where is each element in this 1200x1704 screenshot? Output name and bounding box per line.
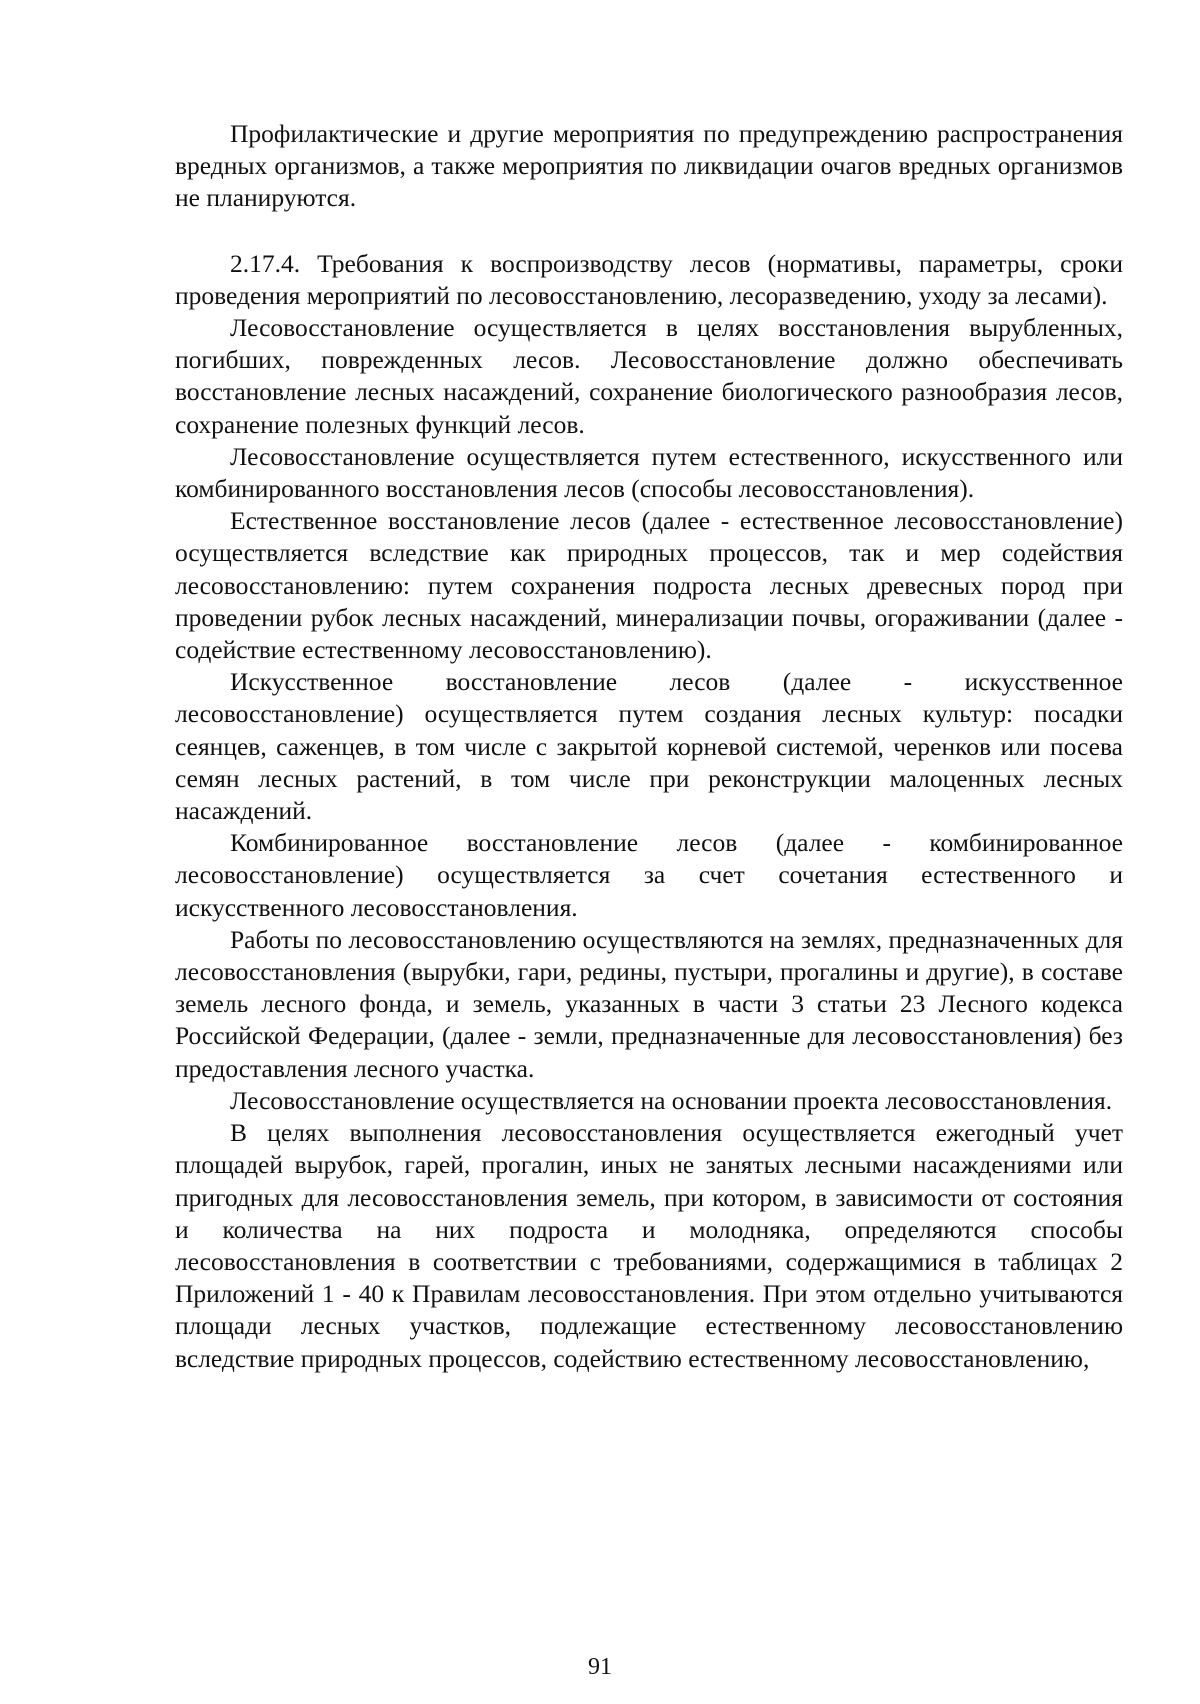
page-number: 91 [588,1654,612,1680]
paragraph-annual-accounting: В целях выполнения лесовосстановления осуществляется ежегодный учет площадей вырубок, гарей, прогалин, иных не занятых лесными насаждениями или пригодных для лесовосстановления земель, при котором, в зависимости от состояния и количества на них подроста и молодняка, определяются способы лесовосстановления в соответствии с требованиями, содержащимися в таблицах 2 Приложений 1 - 40 к Правилам лесовосстановления. При этом отдельно учитываются площади лесных участков, подлежащие естественному лесовосстановлению вследствие природных процессов, содействию естественному лесовосстановлению, [175,1118,1123,1373]
paragraph-reforestation-project: Лесовосстановление осуществляется на основании проекта лесовосстановления. [230,1085,1113,1115]
paragraph-pest-control: Профилактические и другие мероприятия по предупреждению распространения вредных организмов, а также мероприятия по ликвидации очагов вредных организмов не планируются. [175,119,1123,213]
document-body [175,118,1123,1375]
paragraph-artificial-reforestation: Искусственное восстановление лесов (далее - искусственное лесовосстановление) осуществляется путем создания лесных культур: посадки сеянцев, саженцев, в том числе с закрытой корневой системой, черенков или посева семян лесных растений, в том числе при реконструкции малоценных лесных насаждений. [175,667,1123,826]
paragraph-reforestation-purpose: Лесовосстановление осуществляется в целях восстановления вырубленных, погибших, поврежденных лесов. Лесовосстановление должно обеспечивать восстановление лесных насаждений, сохранение биологического разнообразия лесов, сохранение полезных функций лесов. [175,313,1123,439]
paragraph-natural-reforestation: Естественное восстановление лесов (далее - естественное лесовосстановление) осуществляется вследствие как природных процессов, так и мер содействия лесовосстановлению: путем сохранения подроста лесных древесных пород при проведении рубок лесных насаждений, минерализации почвы, огораживании (далее - содействие естественному лесовосстановлению). [175,506,1123,665]
paragraph-combined-reforestation: Комбинированное восстановление лесов (далее - комбинированное лесовосстановление) осуществляется за счет сочетания естественного и искусственного лесовосстановления. [175,828,1123,922]
paragraph-spacer [175,215,1123,248]
paragraph-reforestation-methods: Лесовосстановление осуществляется путем естественного, искусственного или комбинированного восстановления лесов (способы лесовосстановления). [175,441,1123,504]
section-heading-2-17-4: 2.17.4. Требования к воспроизводству лесов (нормативы, параметры, сроки проведения мероприятий по лесовосстановлению, лесоразведению, уходу за лесами). [175,248,1123,310]
paragraph-reforestation-lands: Работы по лесовосстановлению осуществляются на землях, предназначенных для лесовосстановления (вырубки, гари, редины, пустыри, прогалины и другие), в составе земель лесного фонда, и земель, указанных в части 3 статьи 23 Лесного кодекса Российской Федерации, (далее - земли, предназначенные для лесовосстановления) без предоставления лесного участка. [175,924,1123,1083]
